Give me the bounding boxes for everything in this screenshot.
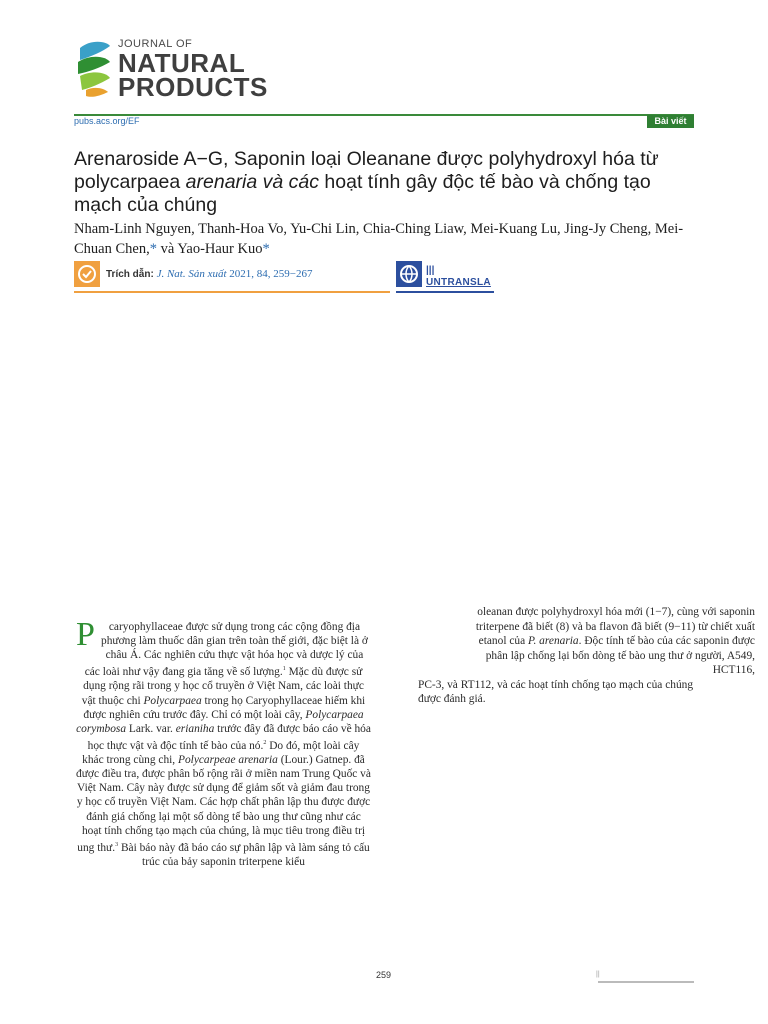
footer-mark: || [596, 971, 600, 978]
authors-and: và Yao-Haur Kuo [156, 241, 263, 257]
metrics-box[interactable] [396, 259, 494, 293]
intro-paragraph: caryophyllaceae được sử dụng trong các cộng đồng địa phương làm thuốc dân gian trên toàn thế giới, đặc biệt là ở châu Á. Các nghiên cứu thực vật hóa học và dược lý của các loài như vậy đang gia tăng về số lượng.$^1$ Mặc dù được sử dụng rộng rãi trong y học cổ truyền ở Việt Nam, các loài thực vật thuộc chi Polycarpaea trong họ Caryophyllaceae hiếm khi được nghiên cứu trước đây. Chỉ có một loài cây, Polycarpaea corymbosa Lark. var. erianiha trước đây đã được báo cáo về hóa học thực vật và độc tính tế bào của nó.$^2$ Do đó, một loài cây khác trong cùng chi, Polycarpeae arenaria (Lour.) Gatnep. đã được điều tra, được phân bố rộng rãi ở miền nam Trung Quốc và Việt Nam. Cây này được sử dụng để giảm sốt và giảm đau trong y học cổ truyền Việt Nam. Các hợp chất phân lập thu được được đánh giá chống lại một số dòng tế bào ung thư cũng như các hoạt tính chống tạo mạch của chúng, là mục tiêu trong điều trị ung thư.$^3$ Bài báo này đã báo cáo sự phân lập và làm sáng tỏ cấu trúc của bảy saponin triterpene kiểu [76, 621, 371, 868]
body-column-left [76, 616, 371, 869]
metrics-link[interactable]: UNTRANSLA [426, 277, 491, 288]
article-type-badge: Bài viết [647, 115, 694, 128]
text-line: oleanan được polyhydroxyl hóa mới (1−7), cùng với saponin [477, 606, 755, 618]
text-line: được đánh giá. [418, 693, 486, 705]
journal-name-natural: NATURAL [118, 48, 246, 78]
text-line: phân lập chống lại bốn dòng tế bào ung thư ở người, A549, [485, 649, 755, 662]
title-part1: Arenaroside A−G, Saponin loại Oleanane được polyhydroxyl hóa từ polycarpaea [74, 148, 659, 193]
page-number: 259 [376, 970, 392, 980]
metrics-bars: ||| [426, 265, 435, 276]
citation-label: Trích dẫn: [106, 269, 154, 280]
text-line: HCT116, [712, 664, 755, 676]
title-part2: hoạt tính gây độc tế bào và chống tạo mạch của chúng [74, 171, 651, 216]
footer-rule [598, 981, 694, 983]
text-line: PC-3, và RT112, và các hoạt tính chống tạo mạch của chúng [418, 678, 694, 691]
author-list [74, 219, 684, 259]
authors-main: Nham-Linh Nguyen, Thanh-Hoa Vo, Yu-Chi Lin, Chia-Ching Liaw, Mei-Kuang Lu, Jing-Jy Cheng, Mei-Chuan Chen, [74, 221, 684, 257]
body-column-right [418, 605, 755, 707]
corresponding-author-star[interactable]: * [262, 241, 270, 257]
check-icon [74, 261, 100, 287]
drop-cap: P [76, 616, 95, 653]
citation-box[interactable] [74, 259, 390, 293]
leaf-logo-icon [74, 38, 114, 98]
citation-text [106, 268, 313, 280]
globe-icon [396, 261, 422, 287]
title-italic: arenaria và các [185, 171, 319, 193]
text-line: triterpene đã biết (8) và ba flavon đã biết (9−11) từ chiết xuất [475, 620, 755, 633]
journal-logo [74, 36, 274, 106]
text-line: etanol của P. arenaria. Độc tính tế bào của các saponin được [478, 635, 755, 647]
header-rule [74, 114, 694, 116]
journal-name-products: PRODUCTS [118, 72, 268, 102]
article-title [74, 148, 684, 217]
corresponding-author-star[interactable]: * [149, 241, 157, 257]
journal-url-link[interactable]: pubs.acs.org/EF [74, 116, 140, 126]
citation-reference[interactable]: J. Nat. Sản xuất 2021, 84, 259−267 [156, 268, 313, 280]
journal-name-small: JOURNAL OF [118, 38, 193, 50]
